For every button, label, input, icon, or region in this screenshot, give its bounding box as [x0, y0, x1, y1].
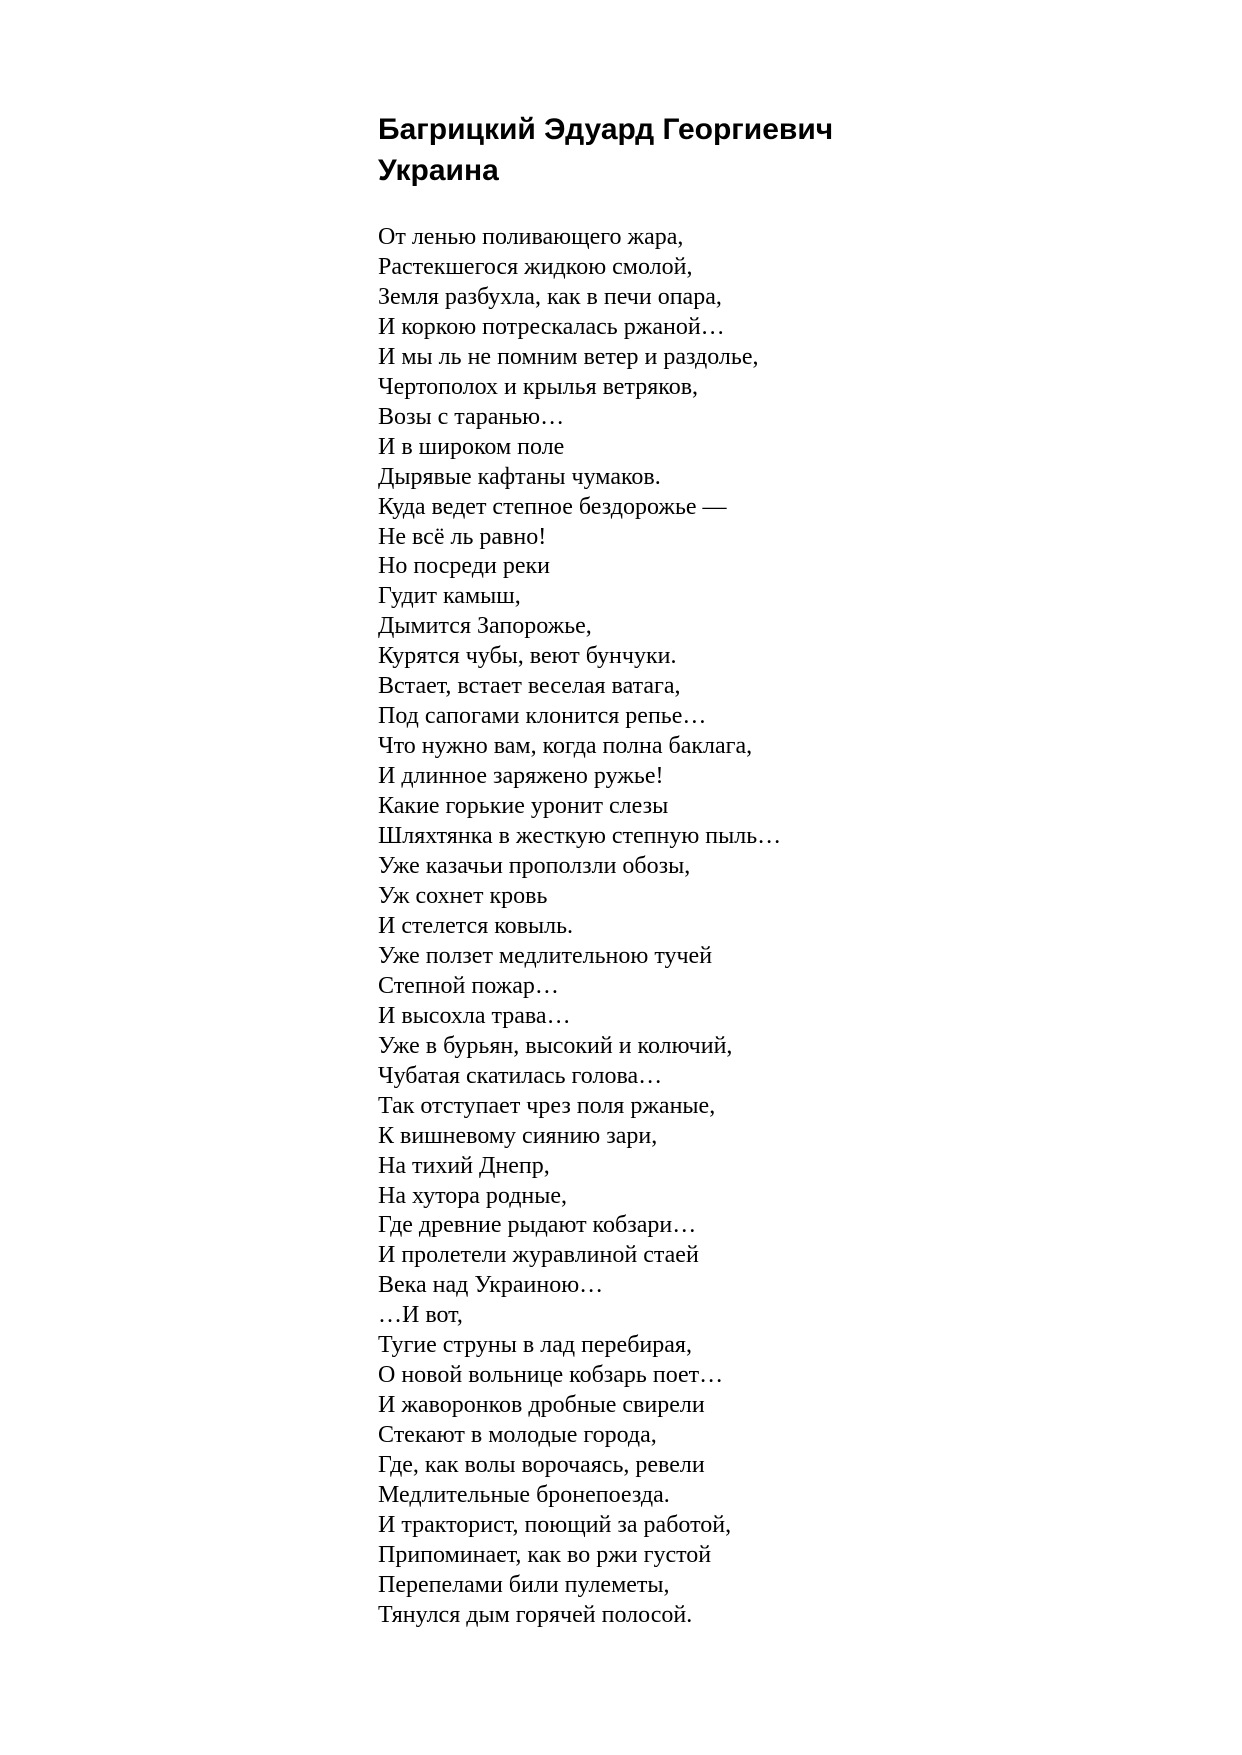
- poem-line: Тянулся дым горячей полосой.: [378, 1601, 693, 1628]
- poem-line: Куда ведет степное бездорожье —: [378, 493, 727, 520]
- poem-line: Дымится Запорожье,: [378, 613, 592, 640]
- document-header: [378, 109, 1198, 191]
- poem-line: Так отступает чрез поля ржаные,: [378, 1092, 716, 1119]
- poem-line: И высохла трава…: [378, 1002, 571, 1029]
- poem-line: Степной пожар…: [378, 972, 559, 999]
- poem-line: И коркою потрескалась ржаной…: [378, 313, 725, 340]
- poem-line: И стелется ковыль.: [378, 912, 574, 939]
- poem-line: Встает, встает веселая ватага,: [378, 673, 681, 700]
- poem-line: Возы с таранью…: [378, 403, 565, 430]
- poem-line: Тугие струны в лад перебирая,: [378, 1332, 692, 1359]
- poem-line: Какие горькие уронит слезы: [378, 793, 669, 820]
- poem-line: И пролетели журавлиной стаей: [378, 1242, 699, 1269]
- poem-title: Украина: [378, 154, 499, 187]
- poem-line: Где, как волы ворочаясь, ревели: [378, 1452, 705, 1479]
- author-name: Багрицкий Эдуард Георгиевич: [378, 113, 834, 146]
- poem-line: К вишневому сиянию зари,: [378, 1122, 658, 1149]
- poem-body: [378, 223, 1198, 1631]
- poem-line: Уж сохнет кровь: [378, 882, 548, 909]
- poem-line: Медлительные бронепоезда.: [378, 1482, 670, 1509]
- poem-line: …И вот,: [378, 1302, 463, 1329]
- poem-line: Не всё ль равно!: [378, 523, 547, 550]
- poem-line: Припоминает, как во ржи густой: [378, 1541, 712, 1568]
- poem-line: О новой вольнице кобзарь поет…: [378, 1362, 724, 1389]
- poem-line: Уже в бурьян, высокий и колючий,: [378, 1032, 733, 1059]
- poem-line: Шляхтянка в жесткую степную пыль…: [378, 823, 782, 850]
- poem-line: Дырявые кафтаны чумаков.: [378, 463, 661, 490]
- poem-line: Стекают в молодые города,: [378, 1422, 657, 1449]
- poem-line: Уже казачьи проползли обозы,: [378, 853, 691, 880]
- poem-line: И в широком поле: [378, 433, 565, 460]
- poem-line: И тракторист, поющий за работой,: [378, 1511, 732, 1538]
- poem-line: От ленью поливающего жара,: [378, 224, 684, 250]
- poem-line: Растекшегося жидкою смолой,: [378, 253, 693, 280]
- poem-line: Века над Украиною…: [378, 1272, 604, 1299]
- poem-line: И жаворонков дробные свирели: [378, 1392, 705, 1419]
- poem-line: Курятся чубы, веют бунчуки.: [378, 643, 677, 670]
- poem-line: Земля разбухла, как в печи опара,: [378, 283, 722, 310]
- poem-line: Гудит камыш,: [378, 583, 521, 610]
- poem-line: И длинное заряжено ружье!: [378, 763, 664, 790]
- poem-line: Под сапогами клонится репье…: [378, 703, 707, 730]
- poem-line: На хутора родные,: [378, 1182, 568, 1209]
- poem-line: Перепелами били пулеметы,: [378, 1571, 670, 1598]
- poem-line: На тихий Днепр,: [378, 1152, 550, 1179]
- poem-line: Чертополох и крылья ветряков,: [378, 373, 699, 400]
- poem-line: Чубатая скатилась голова…: [378, 1062, 663, 1089]
- poem-line: Где древние рыдают кобзари…: [378, 1212, 697, 1239]
- poem-line: И мы ль не помним ветер и раздолье,: [378, 343, 759, 370]
- poem-line: Что нужно вам, когда полна баклага,: [378, 733, 753, 760]
- poem-line: Но посреди реки: [378, 553, 550, 580]
- poem-line: Уже ползет медлительною тучей: [378, 942, 713, 969]
